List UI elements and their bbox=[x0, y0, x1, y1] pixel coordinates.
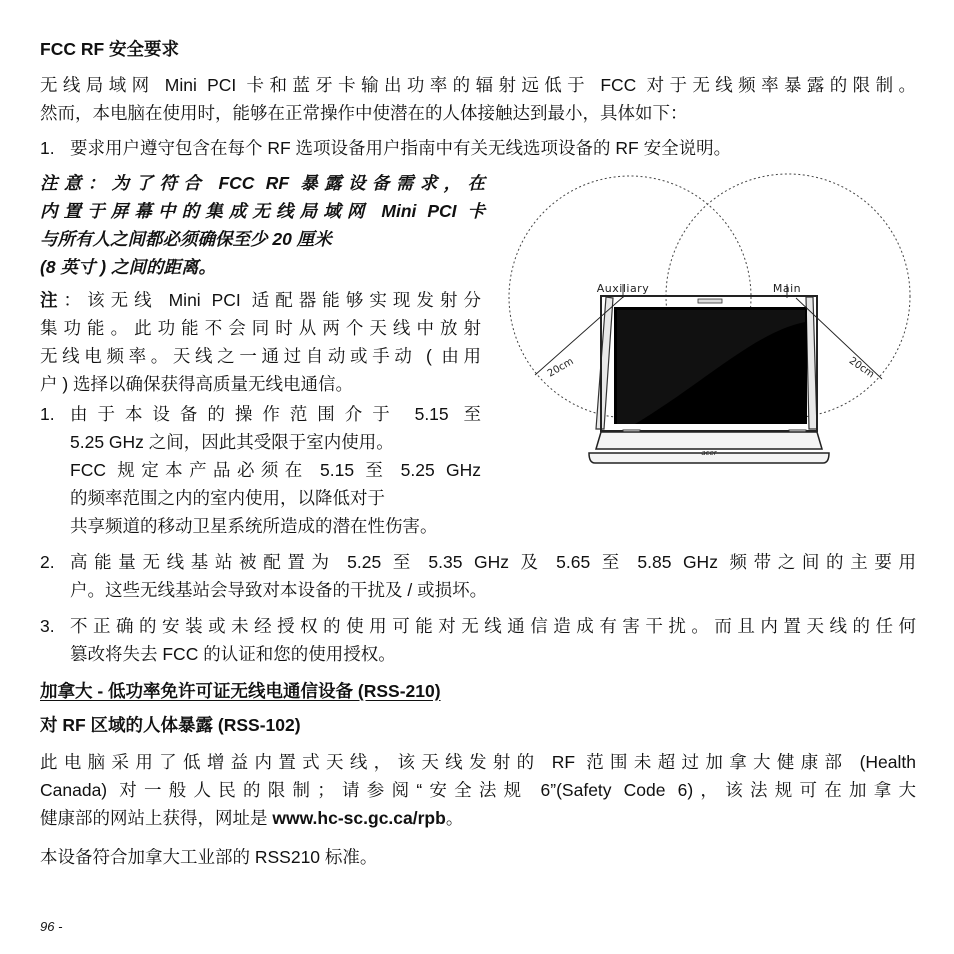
laptop-base bbox=[596, 432, 822, 449]
list-item-line: 户。这些无线基站会导致对本设备的干扰及 / 或损坏。 bbox=[70, 580, 488, 600]
list-item-line: 共享频道的移动卫星系统所造成的潜在性伤害。 bbox=[70, 516, 438, 536]
canada-line-1: 此电脑采用了低增益内置式天线，该天线发射的 RF 范围未超过加拿大健康部 (Health bbox=[40, 752, 916, 772]
caution-line: 与所有人之间都必须确保至少 20 厘米 bbox=[40, 229, 332, 249]
note-paragraph bbox=[40, 286, 481, 398]
screen-left-bezel bbox=[596, 297, 613, 429]
note-line: 户 ) 选择以确保获得高质量无线电通信。 bbox=[40, 374, 354, 394]
caution-line: 内置于屏幕中的集成无线局域网 Mini PCI 卡 bbox=[40, 201, 485, 221]
webcam bbox=[698, 299, 722, 303]
note-line: ：该无线 Mini PCI 适配器能够实现发射分 bbox=[63, 290, 482, 310]
list-item-text: 要求用户遵守包含在每个 RF 选项设备用户指南中有关无线选项设备的 RF 安全说明。 bbox=[70, 138, 732, 158]
canada-line-3-end: 。 bbox=[445, 808, 464, 828]
caution-line: (8 英寸 ) 之间的距离。 bbox=[40, 257, 216, 277]
distance-label-right: 20cm bbox=[846, 355, 877, 381]
list-item-line: 高能量无线基站被配置为 5.25 至 5.35 GHz 及 5.65 至 5.85 GHz 频带之间的主要用 bbox=[70, 552, 916, 572]
list-item-line: 5.25 GHz 之间，因此其受限于室内使用。 bbox=[70, 432, 394, 452]
industry-canada-statement: 本设备符合加拿大工业部的 RSS210 标准。 bbox=[40, 847, 378, 867]
list-number: 1. bbox=[40, 138, 55, 158]
main-antenna-label: Main bbox=[772, 282, 802, 295]
health-canada-url[interactable]: www.hc-sc.gc.ca/rpb bbox=[272, 808, 446, 828]
list-number: 2. bbox=[40, 552, 55, 572]
canada-line-3: 健康部的网站上获得，网址是 bbox=[40, 808, 273, 828]
canada-paragraph bbox=[40, 748, 916, 832]
list-item-1 bbox=[40, 400, 540, 540]
section-heading-fcc-rf: FCC RF 安全要求 bbox=[40, 39, 180, 59]
list-number: 3. bbox=[40, 616, 55, 636]
intro-line-2: 然而，本电脑在使用时，能够在正常操作中使潜在的人体接触达到最小，具体如下： bbox=[40, 103, 688, 123]
list-number: 1. bbox=[40, 404, 55, 424]
note-line: 集功能。此功能不会同时从两个天线中放射 bbox=[40, 318, 481, 338]
note-label: 注 bbox=[40, 290, 64, 310]
section-heading-rss102: 对 RF 区域的人体暴露 (RSS-102) bbox=[40, 715, 301, 735]
list-item-line: 篡改将失去 FCC 的认证和您的使用授权。 bbox=[70, 644, 396, 664]
acer-logo: acer bbox=[701, 449, 717, 457]
intro-paragraph bbox=[40, 71, 916, 127]
caution-block bbox=[40, 169, 485, 281]
list-item-line: 由于本设备的操作范围介于 5.15 至 bbox=[70, 404, 481, 424]
list-item-line: 不正确的安装或未经授权的使用可能对无线通信造成有害干扰。而且内置天线的任何 bbox=[70, 616, 916, 636]
intro-line-1: 无线局域网 Mini PCI 卡和蓝牙卡输出功率的辐射远低于 FCC 对于无线频率暴露的限制。 bbox=[40, 75, 916, 95]
list-item-2 bbox=[40, 548, 916, 604]
antenna-radiation-figure bbox=[505, 172, 917, 490]
canada-line-2: Canada) 对一般人民的限制；请参阅“安全法规 6”(Safety Code 6)，该法规可在加拿大 bbox=[40, 780, 916, 800]
list-item-line: FCC 规定本产品必须在 5.15 至 5.25 GHz bbox=[70, 460, 481, 480]
auxiliary-antenna-label: Auxiliary bbox=[596, 282, 650, 295]
page-number: 96 - bbox=[40, 919, 63, 934]
distance-label-left: 20cm bbox=[545, 356, 576, 380]
section-heading-canada: 加拿大 - 低功率免许可证无线电通信设备 (RSS-210) bbox=[40, 681, 441, 701]
caution-line: 注意：为了符合 FCC RF 暴露设备需求，在 bbox=[40, 173, 485, 193]
list-item-line: 的频率范围之内的室内使用，以降低对于 bbox=[70, 488, 385, 508]
note-line: 无线电频率。天线之一通过自动或手动 ( 由用 bbox=[40, 346, 481, 366]
list-item-3 bbox=[40, 612, 916, 668]
